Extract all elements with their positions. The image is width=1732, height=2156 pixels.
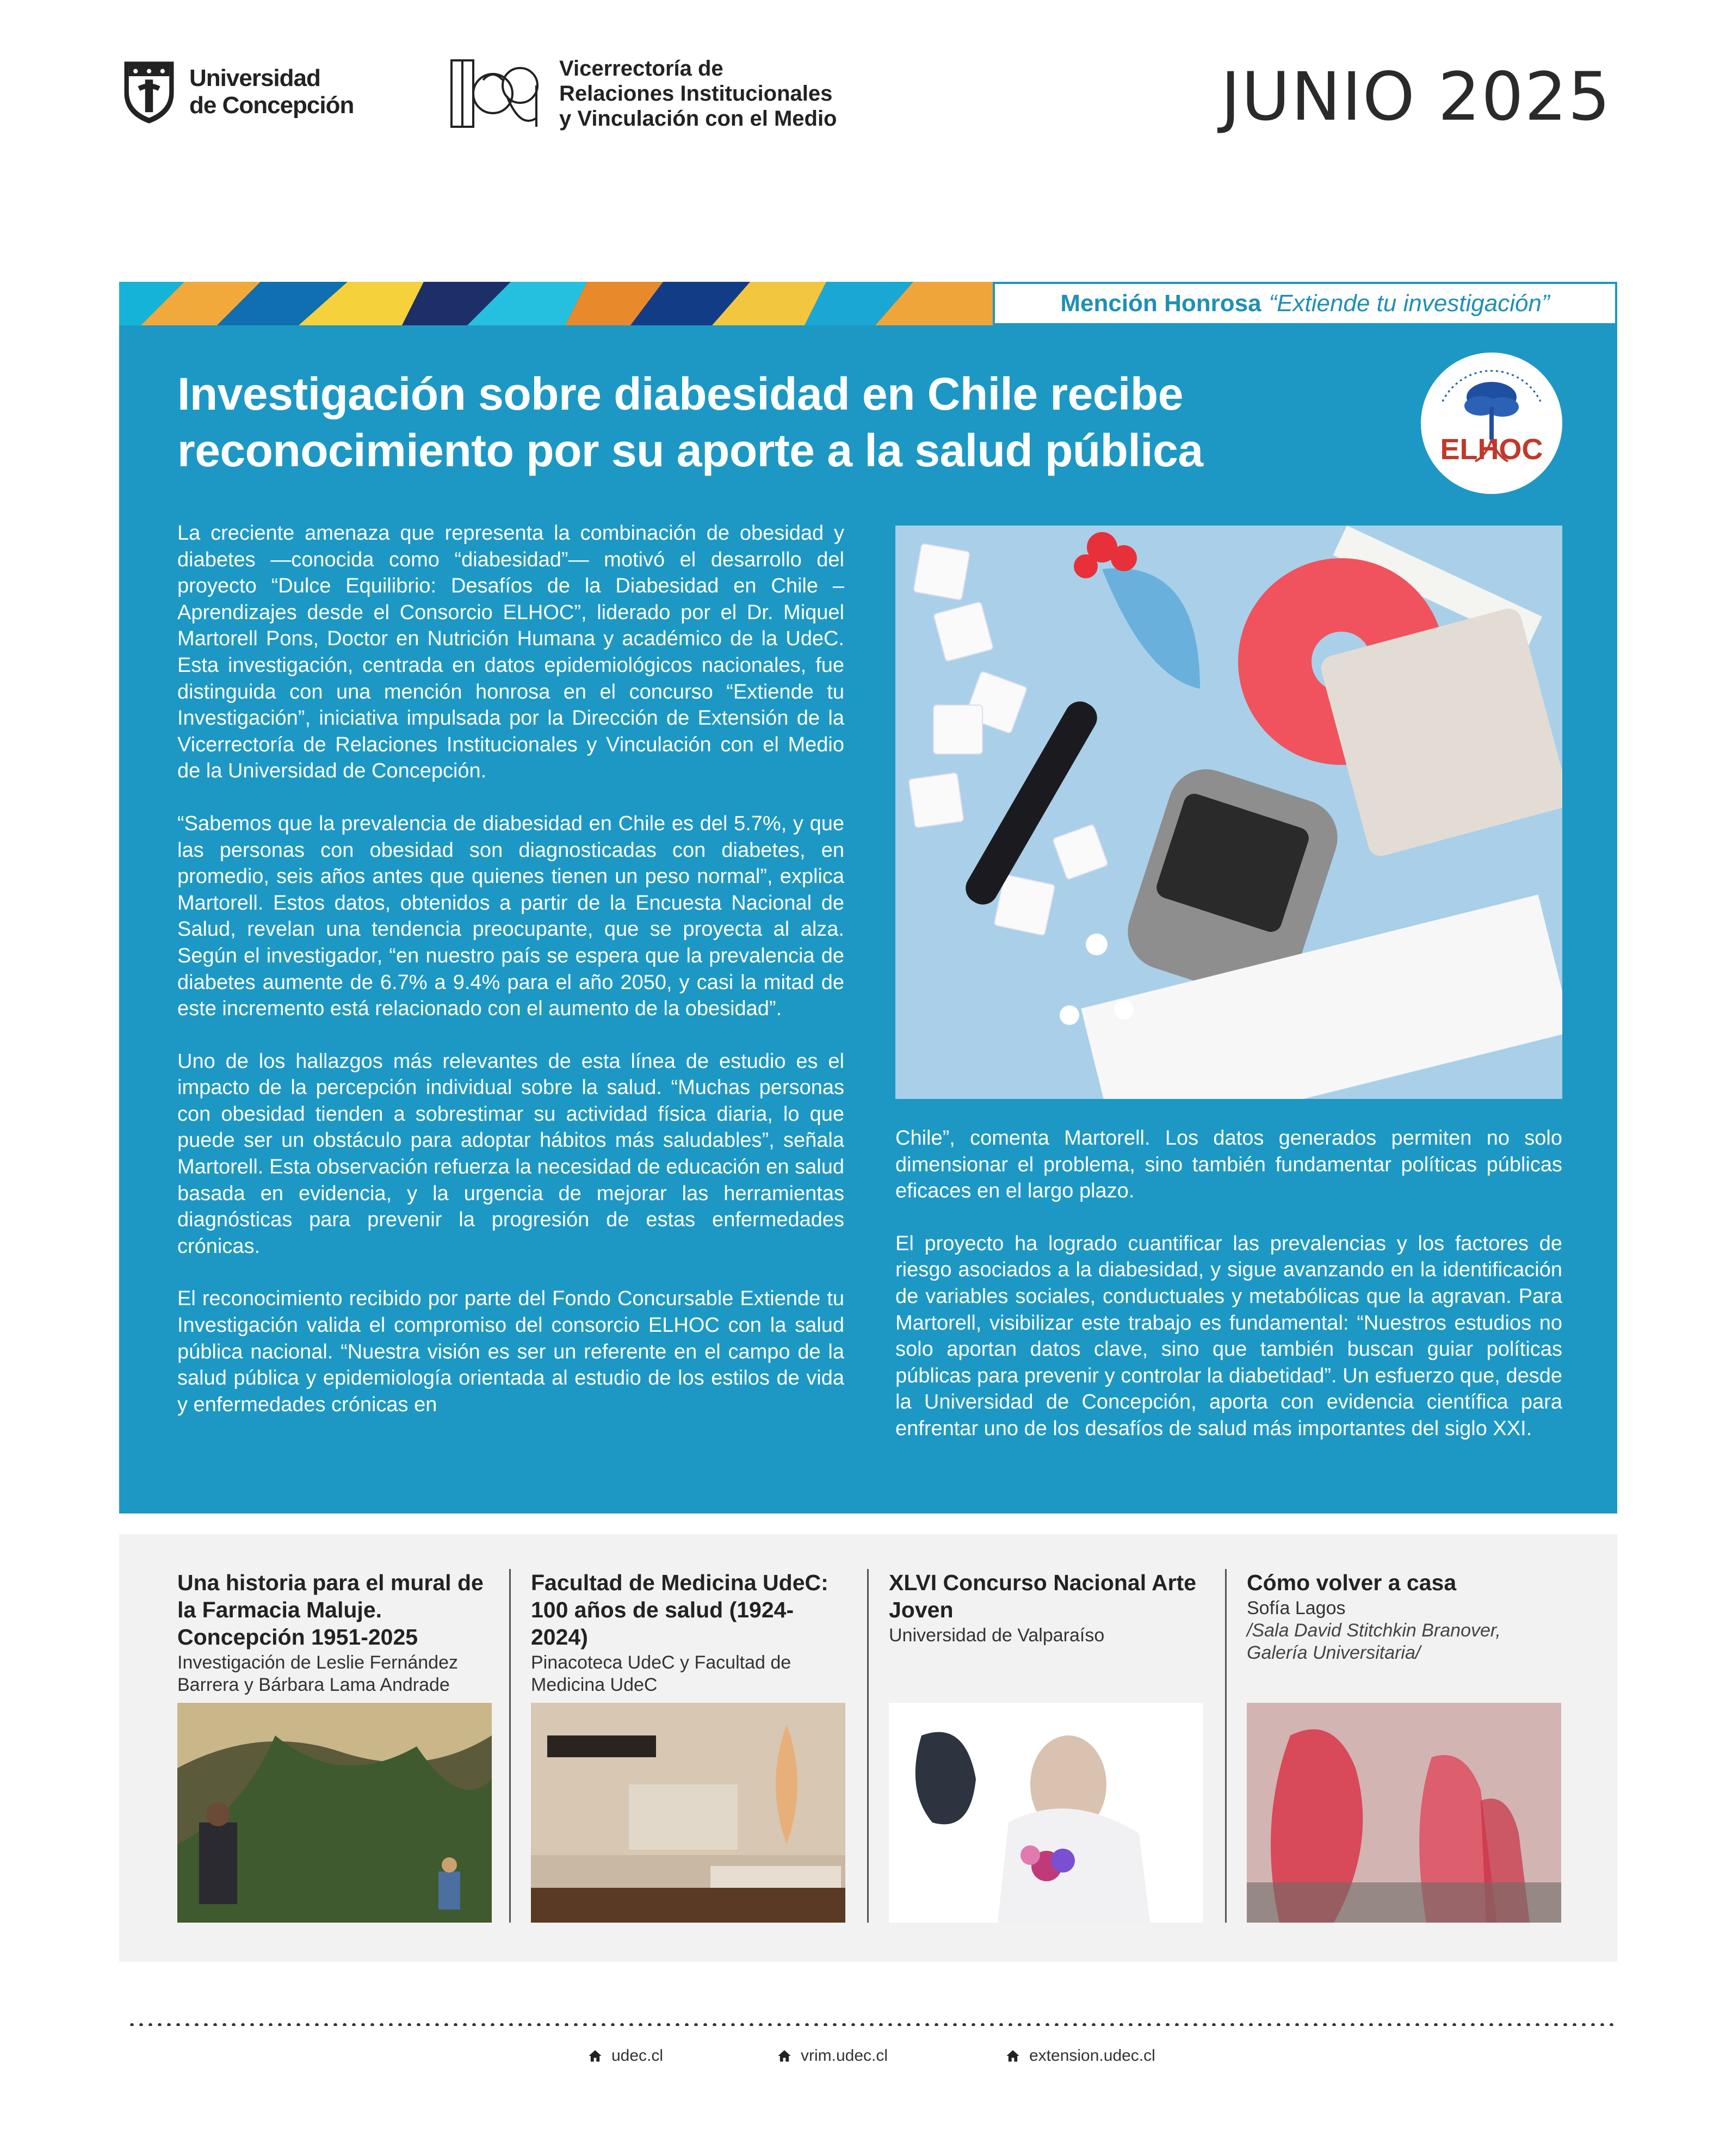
event-thumbnail[interactable] — [531, 1703, 845, 1923]
event-venue: /Sala David Stitchkin Branover, Galería Universitaria/ — [1247, 1620, 1501, 1663]
udec-name-line2: de Concepción — [189, 92, 354, 119]
event-card[interactable] — [531, 1569, 846, 1696]
footer-link-vrim[interactable] — [777, 2047, 888, 2065]
diabetes-photo — [895, 526, 1562, 1099]
article-paragraph: Chile”, comenta Martorell. Los datos generados permiten no solo dimensionar el problema, sino también fundamentar políticas públicas eficaces en el largo plazo. — [895, 1127, 1562, 1203]
decorative-stripe — [119, 282, 993, 325]
vrim-name-line1: Vicerrectoría de — [559, 57, 723, 81]
event-title: Cómo volver a casa — [1247, 1570, 1457, 1595]
card-divider — [1225, 1569, 1227, 1923]
article-paragraph: “Sabemos que la prevalencia de diabesidad en Chile es del 5.7%, y que las personas con obesidad son diagnosticadas con diabetes, en promedio, seis años antes que quienes tienen un peso normal”, explica Martorell. Estos datos, obtenidos a partir de la Encuesta Nacional de Salud, revelan una tendencia preocupante, que se proyecta al alza. Según el investigador, “en nuestro país se espera que la prevalencia de diabetes aumente de 6.7% a 9.4% para el año 2050, y casi la mitad de este incremento está relacionado con el aumento de la obesidad”. — [177, 812, 844, 1021]
footer-link-text: udec.cl — [611, 2047, 664, 2065]
mention-banner — [993, 282, 1617, 325]
home-icon — [587, 2048, 603, 2064]
event-subtitle: Universidad de Valparaíso — [889, 1625, 1105, 1646]
event-title: XLVI Concurso Nacional Arte Joven — [889, 1570, 1196, 1622]
event-thumbnail[interactable] — [177, 1703, 492, 1923]
article-paragraph: El proyecto ha logrado cuantificar las prevalencias y los factores de riesgo asociados a la diabesidad, y sigue avanzando en la identificación de variables sociales, conductuales y metabólicas que la agravan. Para Martorell, visibilizar este trabajo es fundamental: “Nuestros estudios no solo aportan datos clave, sino que también buscan guiar políticas públicas para prevenir y controlar la diabetidad”. Un esfuerzo que, desde la Universidad de Concepción, aporta con evidencia científica para enfrentar uno de los desafíos de salud más importantes del siglo XXI. — [895, 1232, 1562, 1440]
article-paragraph: La creciente amenaza que representa la combinación de obesidad y diabetes —conocida como “diabesidad”— motivó el desarrollo del proyecto “Dulce Equilibrio: Desafíos de la Diabesidad en Chile – Aprendizajes desde el Consorcio ELHOC”, liderado por el Dr. Miquel Martorell Pons, Doctor en Nutrición Humana y académico de la UdeC. Esta investigación, centrada en datos epidemiológicos nacionales, fue distinguida con una mención honrosa en el concurso “Extiende tu Investigación”, iniciativa impulsada por la Dirección de Extensión de la Vicerrectoría de Relaciones Institucionales y Vinculación con el Medio de la Universidad de Concepción. — [177, 522, 844, 783]
article-paragraph: Uno de los hallazgos más relevantes de esta línea de estudio es el impacto de la percepción individual sobre la salud. “Muchas personas con obesidad tienden a sobrestimar su actividad física diaria, lo que puede ser un obstáculo para adoptar hábitos más saludables”, señala Martorell. Esta observación refuerza la necesidad de educación en salud basada en evidencia, y la urgencia de mejorar las herramientas diagnósticas para prevenir la progresión de estas enfermedades crónicas. — [177, 1049, 844, 1258]
elhoc-tree-icon — [1421, 353, 1562, 494]
vrim-mark-icon — [450, 58, 543, 129]
university-shield-icon — [121, 58, 177, 126]
event-subtitle: Pinacoteca UdeC y Facultad de Medicina UdeC — [531, 1652, 791, 1695]
event-card[interactable] — [889, 1569, 1204, 1647]
elhoc-logo — [1421, 353, 1562, 494]
udec-logo[interactable] — [121, 57, 360, 127]
article-paragraph: El reconocimiento recibido por parte del Fondo Concursable Extiende tu Investigación valida el compromiso del consorcio ELHOC con la salud pública nacional. “Nuestra visión es ser un referente en el campo de la salud pública y epidemiología orientada al estudio de los estilos de vida y enfermedades crónicas en — [177, 1287, 844, 1416]
mention-contest: “Extiende tu investigación” — [1269, 290, 1550, 317]
event-card[interactable] — [1247, 1569, 1562, 1664]
home-icon — [777, 2048, 792, 2064]
event-thumbnail[interactable] — [889, 1703, 1203, 1923]
issue-date: JUNIO 2025 — [1221, 58, 1611, 135]
event-subtitle: Sofía Lagos — [1247, 1598, 1346, 1618]
elhoc-text: ELHOC — [1440, 433, 1543, 466]
vrim-logo[interactable] — [450, 57, 940, 131]
home-icon — [1005, 2048, 1020, 2064]
headline-line-2: reconocimiento por su aporte a la salud pública — [177, 425, 1203, 476]
event-title: Facultad de Medicina UdeC: 100 años de salud (1924-2024) — [531, 1570, 828, 1650]
feature-headline — [177, 366, 1374, 479]
headline-line-1: Investigación sobre diabesidad en Chile recibe — [177, 368, 1183, 419]
event-title: Una historia para el mural de la Farmacia Maluje. Concepción 1951-2025 — [177, 1570, 484, 1650]
footer-dotted-rule — [127, 2023, 1618, 2026]
footer-link-udec[interactable] — [587, 2047, 663, 2065]
event-card[interactable] — [177, 1569, 493, 1696]
footer-link-extension[interactable] — [1005, 2047, 1155, 2065]
article-column-left — [177, 520, 844, 1444]
vrim-name-line3: y Vinculación con el Medio — [559, 107, 837, 131]
footer-link-text: vrim.udec.cl — [801, 2047, 888, 2065]
mention-title: Mención Honrosa — [1060, 290, 1261, 317]
article-column-right — [895, 1125, 1562, 1468]
udec-name-line1: Universidad — [189, 65, 320, 91]
event-subtitle: Investigación de Leslie Fernández Barrera y Bárbara Lama Andrade — [177, 1652, 458, 1695]
footer-link-text: extension.udec.cl — [1029, 2047, 1155, 2065]
event-thumbnail[interactable] — [1247, 1703, 1561, 1923]
card-divider — [509, 1569, 511, 1923]
vrim-name-line2: Relaciones Institucionales — [559, 82, 833, 106]
card-divider — [867, 1569, 869, 1923]
